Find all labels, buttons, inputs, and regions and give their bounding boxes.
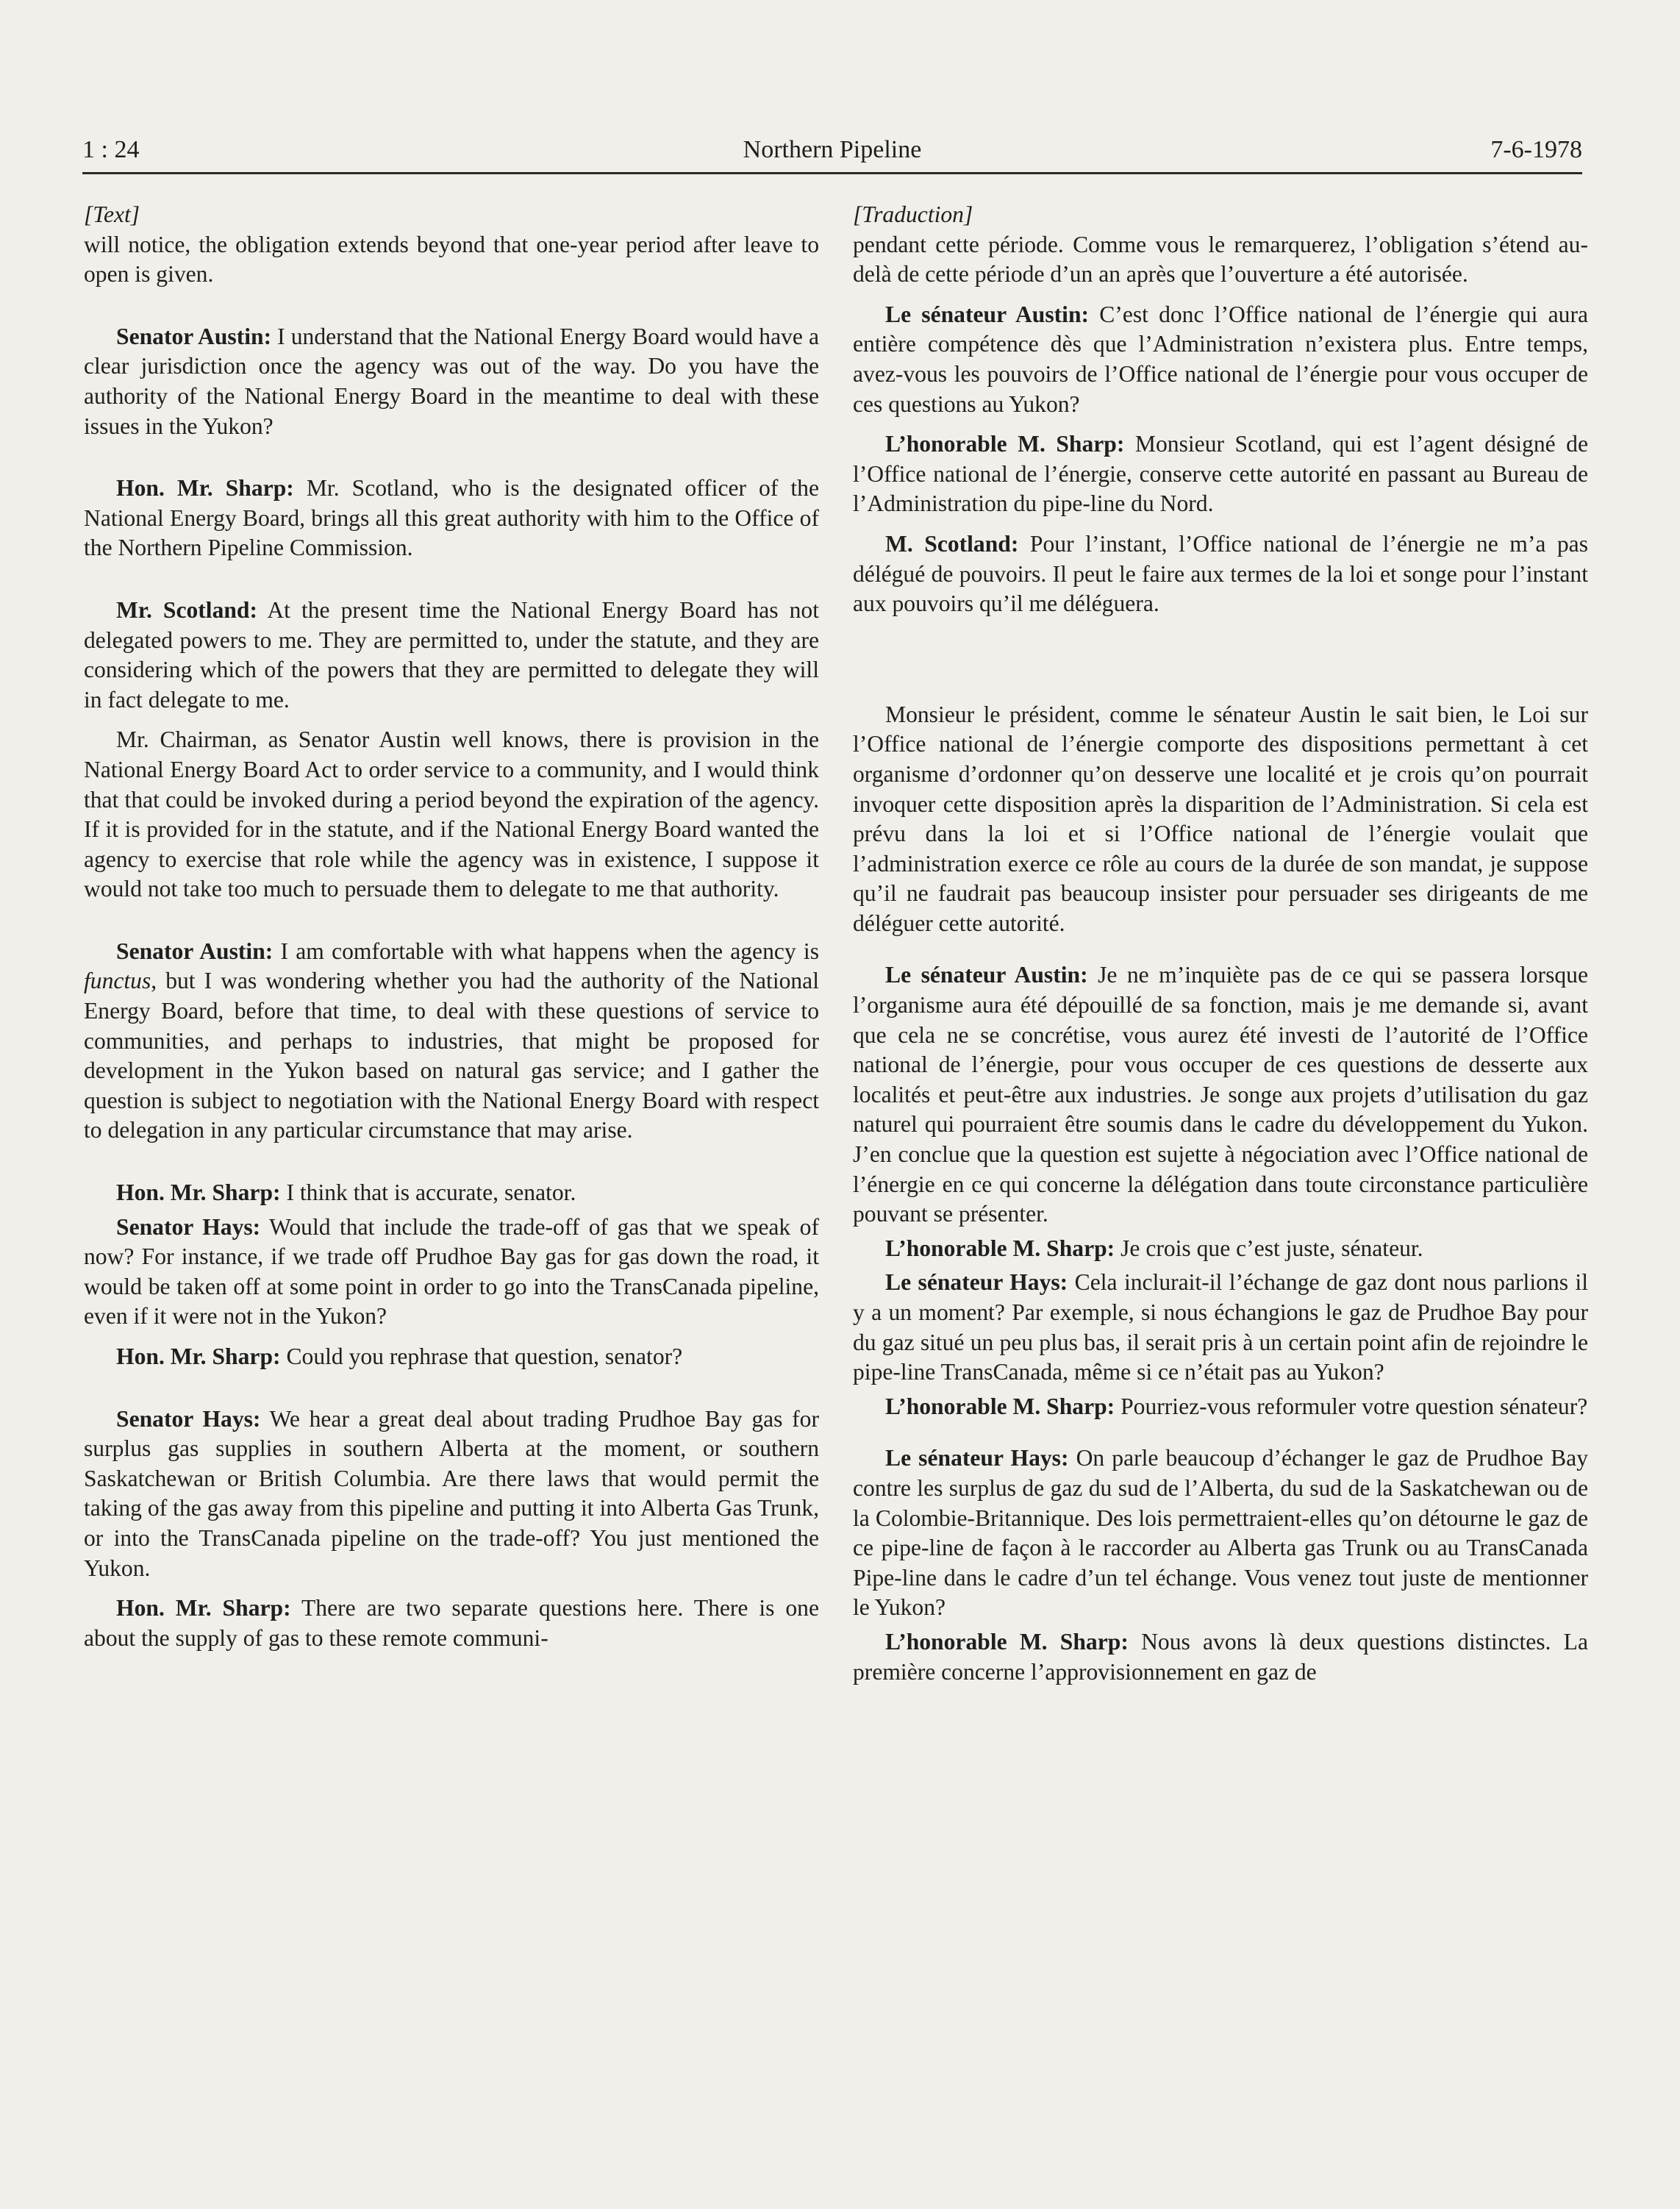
paragraph: Monsieur le président, comme le sénateur Austin le sait bien, le Loi sur l’Office national de l’énergie comporte des dispositions permettant à cet organisme d’ordonner qu’on desserve une localité et je crois qu’on pourrait invoquer cette disposition après la disparition de l’Administration. Si cela est prévu dans la loi et si l’Office national de l’énergie voulait que l’administration exerce ce rôle au cours de la durée de son mandat, je suppose qu’il ne faudrait pas beaucoup insister pour persuader ses dirigeants de me déléguer cette autorité. [853,701,1588,936]
paragraph-text: At the present time the National Energy Board has not delegated powers to me. They are permitted to, under the statute, and they are considering which of the powers that they are permitted to delegate they will in fact delegate to me. [84,596,819,713]
speaker-name: Senator Austin: [116,323,272,349]
paragraph-text: We hear a great deal about trading Prudhoe Bay gas for surplus gas supplies in southern Alberta at the moment, or southern Saskatchewan or British Columbia. Are there laws that would permit the taking of the gas away from this pipeline and putting it into Alberta Gas Trunk, or into the TransCanada pipeline on the trade-off? You just mentioned the Yukon. [84,1405,819,1581]
speaker-name: L’honorable M. Sharp: [885,431,1125,457]
paragraph [853,1443,1588,1623]
french-column [853,200,1588,1687]
paragraph-text: Nous avons là deux questions distinctes. La première concerne l’approvisionnement en gaz de [853,1628,1588,1685]
page-number: 1 : 24 [82,136,140,163]
speaker-name: Hon. Mr. Sharp: [116,1343,281,1369]
paragraph-text: C’est donc l’Office national de l’énergie qui aura entière compétence dès que l’Administration n’existera plus. Entre temps, avez-vous les pouvoirs de l’Office national de l’énergie pour vous occuper de ces questions au Yukon? [853,301,1588,417]
paragraph [853,529,1588,619]
paragraph [84,1405,819,1584]
paragraph-text: I am comfortable with what happens when the agency is [273,938,819,964]
session-date: 7-6-1978 [1490,136,1582,163]
paragraph [853,1392,1588,1422]
speaker-name: L’honorable M. Sharp: [885,1628,1129,1655]
paragraph [853,429,1588,519]
paragraph [853,1268,1588,1387]
language-marker: [Text] [84,201,140,227]
paragraph-text: There are two separate questions here. There is one about the supply of gas to these remote communi- [84,1595,819,1651]
speaker-name: Senator Austin: [116,938,274,964]
paragraph [853,1234,1588,1264]
language-marker: [Traduction] [853,201,973,227]
paragraph [853,300,1588,419]
paragraph: Mr. Chairman, as Senator Austin well knows, there is provision in the National Energy Board Act to order service to a community, and I would think that that could be invoked during a period beyond the expiration of the agency. If it is provided for in the statute, and if the National Energy Board wanted the agency to exercise that role while the agency was in existence, I suppose it would not take too much to persuade them to delegate to me that authority. [84,727,819,902]
english-column [84,200,819,1653]
paragraph-text: Monsieur Scotland, qui est l’agent désigné de l’Office national de l’énergie, conserve cette autorité en passant au Bureau de l’Administration du pipe-line du Nord. [853,431,1588,517]
paragraph-text: Pour l’instant, l’Office national de l’énergie ne m’a pas délégué de pouvoirs. Il peut le faire aux termes de la loi et songe pour l’instant aux pouvoirs qu’il me déléguera. [853,530,1588,617]
speaker-name: L’honorable M. Sharp: [885,1235,1115,1261]
speaker-name: Mr. Scotland: [116,596,258,623]
speaker-name: L’honorable M. Sharp: [885,1393,1115,1419]
paragraph-text: Could you rephrase that question, senator? [280,1343,683,1369]
paragraph [853,960,1588,1229]
paragraph-text: Je ne m’inquiète pas de ce qui se passera lorsque l’organisme aura été dépouillé de sa fonction, mais je me demande si, avant que cela ne se concrétise, vous aurez été investi de l’autorité de l’Office national de l’énergie, pour vous occuper de ces questions de desserte aux localités et peut-être aux industries. Je songe aux projets d’utilisation du gaz naturel qui pourraient être soumis dans le cadre du développement du Yukon. J’en conclue que la question est sujette à négociation avec l’Office national de l’énergie en ce qui concerne la délégation dans toute circonstance particulière pouvant se présenter. [853,962,1588,1227]
speaker-name: Le sénateur Austin: [885,962,1088,988]
paragraph-text: I think that is accurate, senator. [280,1180,576,1206]
paragraph-text: Cela inclurait-il l’échange de gaz dont nous parlions il y a un moment? Par exemple, si nous échangions le gaz de Prudhoe Bay pour du gaz situé un peu plus bas, il serait pris à un certain point afin de rejoindre le pipe-line TransCanada, même si ce n’était pas au Yukon? [853,1269,1588,1385]
speaker-name: Senator Hays: [116,1213,261,1240]
paragraph: will notice, the obligation extends beyond that one-year period after leave to open is given. [84,231,819,288]
page-header [82,128,1582,174]
running-title: Northern Pipeline [743,136,922,163]
paragraph [84,1213,819,1332]
paragraph: pendant cette période. Comme vous le remarquerez, l’obligation s’étend au-delà de cette période d’un an après que l’ouverture a été autorisée. [853,231,1588,288]
speaker-name: M. Scotland: [885,530,1019,557]
paragraph-text: Would that include the trade-off of gas that we speak of now? For instance, if we trade off Prudhoe Bay gas for gas down the road, it would be taken off at some point in order to go into the TransCanada pipeline, even if it were not in the Yukon? [84,1213,819,1330]
paragraph [853,1627,1588,1687]
speaker-name: Le sénateur Hays: [885,1445,1069,1471]
paragraph-text: Je crois que c’est juste, sénateur. [1115,1235,1423,1261]
speaker-name: Hon. Mr. Sharp: [116,1595,291,1621]
paragraph [84,474,819,563]
speaker-name: Hon. Mr. Sharp: [116,1180,281,1206]
speaker-name: Senator Hays: [116,1405,261,1432]
paragraph [84,1342,819,1372]
paragraph-text: I understand that the National Energy Board would have a clear jurisdiction once the agency was out of the way. Do you have the authority of the National Energy Board in the meantime to deal with these issues in the Yukon? [84,323,819,439]
paragraph-text: , but I was wondering whether you had the authority of the National Energy Board, before that time, to deal with these questions of service to communities, and perhaps to industries, that might be proposed for development in the Yukon based on natural gas service; and I gather the question is subject to negotiation with the National Energy Board with respect to delegation in any particular circumstance that may arise. [84,968,819,1143]
paragraph [84,937,819,1146]
latin-term: functus [84,968,151,994]
speaker-name: Le sénateur Hays: [885,1269,1068,1296]
speaker-name: Le sénateur Austin: [885,301,1090,327]
paragraph [84,322,819,441]
paragraph-text: Mr. Scotland, who is the designated officer of the National Energy Board, brings all this great authority with him to the Office of the Northern Pipeline Commission. [84,475,819,561]
paragraph-text: Pourriez-vous reformuler votre question sénateur? [1115,1393,1588,1419]
paragraph [84,1178,819,1208]
paragraph [84,1594,819,1653]
speaker-name: Hon. Mr. Sharp: [116,475,294,502]
paragraph [84,596,819,715]
paragraph-text: On parle beaucoup d’échanger le gaz de Prudhoe Bay contre les surplus de gaz du sud de l’Alberta, du sud de la Saskatchewan ou de la Colombie-Britannique. Des lois permettraient-elles qu’on détourne le gaz de ce pipe-line de façon à le raccorder au Alberta gas Trunk ou au TransCanada Pipe-line dans le cadre d’un tel échange. Vous venez tout juste de mentionner le Yukon? [853,1445,1588,1621]
